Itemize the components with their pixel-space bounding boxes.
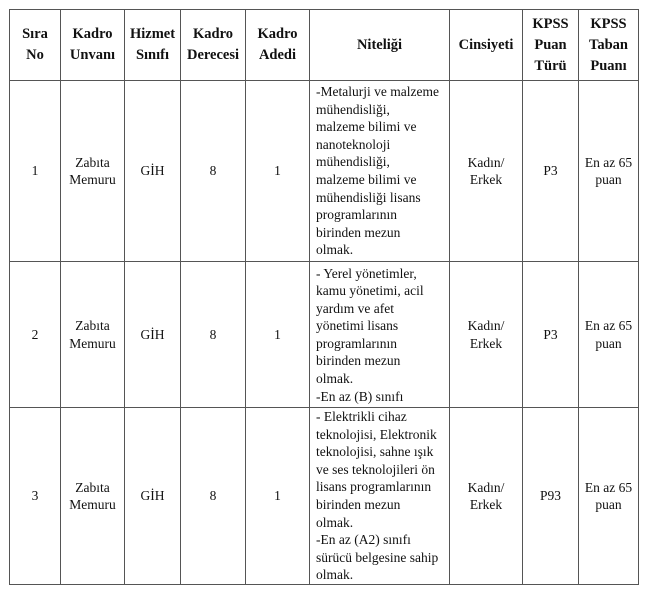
header-kpss-puan-turu: KPSS Puan Türü xyxy=(523,10,579,81)
cell-sira-no: 3 xyxy=(10,408,61,585)
cell-cinsiyeti: Kadın/ Erkek xyxy=(450,262,523,408)
cell-cinsiyeti: Kadın/ Erkek xyxy=(450,408,523,585)
cell-niteligi xyxy=(310,81,450,262)
header-kpss-taban-puani: KPSS Taban Puanı xyxy=(579,10,639,81)
cell-kpss-taban-puani: En az 65 puan xyxy=(579,262,639,408)
niteligi-text: - Elektrikli cihaz teknolojisi, Elektronik teknolojisi, sahne ışık ve ses teknolojileri ön lisans programlarının birinden mezun olmak. -En az (A2) sınıfı sürücü belgesine sahip olmak. xyxy=(316,409,439,583)
cell-cinsiyeti: Kadın/ Erkek xyxy=(450,81,523,262)
header-kadro-unvani: Kadro Unvanı xyxy=(61,10,125,81)
cell-hizmet-sinifi: GİH xyxy=(125,408,181,585)
cell-kadro-unvani: Zabıta Memuru xyxy=(61,81,125,262)
cell-kadro-unvani: Zabıta Memuru xyxy=(61,262,125,408)
cell-kadro-unvani: Zabıta Memuru xyxy=(61,408,125,585)
header-kadro-derecesi: Kadro Derecesi xyxy=(181,10,246,81)
cell-hizmet-sinifi: GİH xyxy=(125,262,181,408)
table-row xyxy=(10,408,639,585)
cell-kadro-adedi: 1 xyxy=(246,81,310,262)
cell-kadro-derecesi: 8 xyxy=(181,262,246,408)
header-kadro-adedi: Kadro Adedi xyxy=(246,10,310,81)
table-row xyxy=(10,81,639,262)
cell-kadro-derecesi: 8 xyxy=(181,81,246,262)
cell-kpss-taban-puani: En az 65 puan xyxy=(579,81,639,262)
header-sira-no: Sıra No xyxy=(10,10,61,81)
cell-sira-no: 2 xyxy=(10,262,61,408)
cell-kpss-puan-turu: P3 xyxy=(523,81,579,262)
cell-kpss-puan-turu: P3 xyxy=(523,262,579,408)
header-niteligi: Niteliği xyxy=(310,10,450,81)
cell-niteligi xyxy=(310,262,450,408)
job-positions-table xyxy=(9,9,639,585)
table-row xyxy=(10,262,639,408)
cell-kpss-taban-puani: En az 65 puan xyxy=(579,408,639,585)
cell-kadro-derecesi: 8 xyxy=(181,408,246,585)
header-hizmet-sinifi: Hizmet Sınıfı xyxy=(125,10,181,81)
cell-sira-no: 1 xyxy=(10,81,61,262)
cell-kadro-adedi: 1 xyxy=(246,408,310,585)
niteligi-text: -Metalurji ve malzeme mühendisliği, malzeme bilimi ve nanoteknoloji mühendisliği, malzeme bilimi ve mühendisliği lisans programlarının birinden mezun olmak. xyxy=(316,84,439,258)
table-header-row xyxy=(10,10,639,81)
header-cinsiyeti: Cinsiyeti xyxy=(450,10,523,81)
niteligi-text: - Yerel yönetimler, kamu yönetimi, acil yardım ve afet yönetimi lisans programlarının birinden mezun olmak. -En az (B) sınıfı xyxy=(316,265,424,404)
cell-kadro-adedi: 1 xyxy=(246,262,310,408)
cell-hizmet-sinifi: GİH xyxy=(125,81,181,262)
cell-kpss-puan-turu: P93 xyxy=(523,408,579,585)
cell-niteligi xyxy=(310,408,450,585)
